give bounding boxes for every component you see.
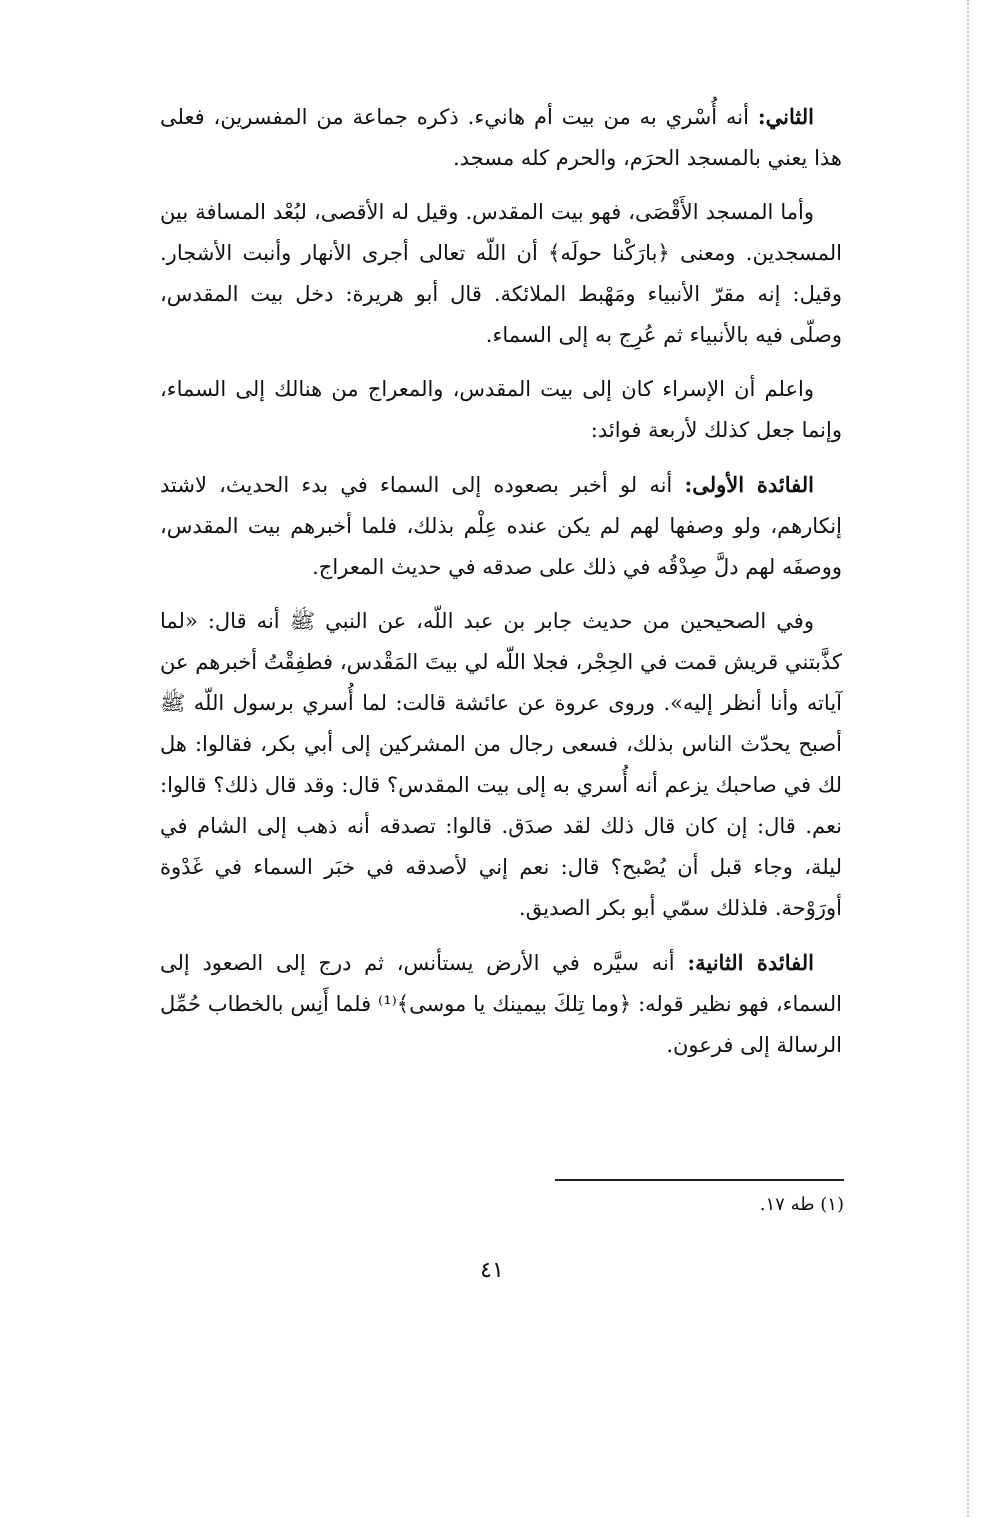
footnote-divider bbox=[555, 1179, 844, 1181]
paragraph-text: أنه سيَّره في الأرض يستأنس، ثم درج إلى الصعود إلى السماء، فهو نظير قوله: ﴿وما تِلكَ بيمينك يا موسى﴾⁽¹⁾ فلما أَنِس بالخطاب حُمِّل الرسالة إلى فرعون. bbox=[160, 951, 842, 1057]
paragraph-3 bbox=[160, 369, 842, 451]
paragraph-4 bbox=[160, 464, 842, 588]
paragraph-lead: الثاني: bbox=[757, 104, 814, 129]
paragraph-6 bbox=[160, 942, 842, 1066]
page-number: ٤١ bbox=[480, 1258, 504, 1283]
paragraph-text: وأما المسجد الأَقْصَى، فهو بيت المقدس. وقيل له الأقصى، لبُعْد المسافة بين المسجدين. ومعنى ﴿بارَكْنا حولَه﴾ أن اللّه تعالى أجرى الأنهار وأنبت الأشجار. وقيل: إنه مقرّ الأنبياء ومَهْبط الملائكة. قال أبو هريرة: دخل بيت المقدس، وصلّى فيه بالأنبياء ثم عُرِج به إلى السماء. bbox=[160, 200, 842, 347]
paragraph-1 bbox=[160, 96, 842, 179]
paragraph-text: أنه لو أخبر بصعوده إلى السماء في بدء الحديث، لاشتد إنكارهم، ولو وصفها لهم لم يكن عنده عِلْم بذلك، فلما أخبرهم بيت المقدس، ووصفَه لهم دلَّ صِدْقُه في ذلك على صدقه في حديث المعراج. bbox=[160, 473, 842, 579]
paragraph-lead: الفائدة الأولى: bbox=[684, 472, 814, 497]
body-text bbox=[160, 96, 842, 1079]
footnote: (١) طه ١٧. bbox=[759, 1194, 844, 1215]
paragraph-lead: الفائدة الثانية: bbox=[687, 950, 814, 975]
page-edge-line bbox=[967, 0, 969, 1517]
paragraph-5 bbox=[160, 601, 842, 929]
paragraph-text: أنه أُسْري به من بيت أم هانيء. ذكره جماعة من المفسرين، فعلى هذا يعني بالمسجد الحرَم، والحرم كله مسجد. bbox=[160, 105, 842, 170]
paragraph-text: واعلم أن الإسراء كان إلى بيت المقدس، والمعراج من هنالك إلى السماء، وإنما جعل كذلك لأربعة فوائد: bbox=[160, 377, 842, 442]
paragraph-text: وفي الصحيحين من حديث جابر بن عبد اللّه، عن النبي ﷺ أنه قال: «لما كذَّبتني قريش قمت في الحِجْر، فجلا اللّه لي بيتَ المَقْدس، فطفِقْتُ أخبرهم عن آياته وأنا أنظر إليه». وروى عروة عن عائشة قالت: لما أُسري برسول اللّه ﷺ أصبح يحدّث الناس بذلك، فسعى رجال من المشركين إلى أبي بكر، فقالوا: هل لك في صاحبك يزعم أنه أُسري به إلى بيت المقدس؟ قال: وقد قال ذلك؟ قالوا: نعم. قال: إن كان قال ذلك لقد صدَق. قالوا: تصدقه أنه ذهب إلى الشام في ليلة، وجاء قبل أن يُصْبح؟ قال: نعم إني لأصدقه في خبَر السماء في غَدْوة أورَوْحة. فلذلك سمّي أبو بكر الصديق. bbox=[160, 609, 842, 920]
paragraph-2 bbox=[160, 192, 842, 356]
